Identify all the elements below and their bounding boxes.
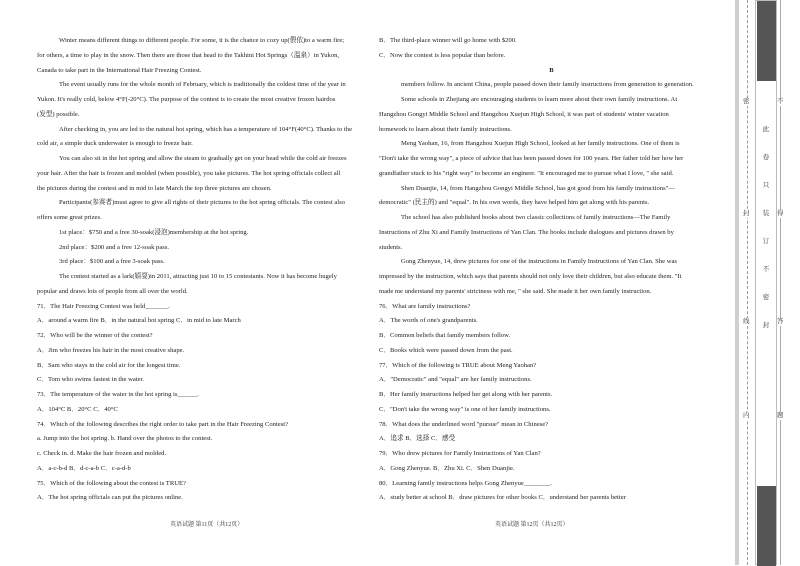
passage-line: offers some great prizes. [37, 214, 102, 221]
seal-line [747, 0, 748, 565]
passage-line: (发型) possible. [37, 110, 80, 118]
margin-char: 密 [762, 294, 770, 301]
question-option: C．Now the contest is less popular than before. [379, 51, 506, 59]
question-option: A．The words of one's grandparents. [379, 317, 478, 325]
seal-mark: 得 [777, 210, 784, 217]
prize-line: 2nd place：$200 and a free 12-soak pass. [59, 243, 170, 251]
section-heading: B [549, 66, 554, 74]
question-step: c. Check in. d. Make the hair frozen and molded. [37, 450, 167, 457]
margin-char: 只 [762, 182, 770, 189]
question-77: 77．Which of the following is TRUE about Meng Yaohan? [379, 361, 537, 369]
passage-line: democratic" (民主的) and "equal". In his own words, they have helped him get along with his parents. [379, 199, 650, 207]
question-79: 79．Who drew pictures for Family Instructions of Yan Clan? [379, 450, 541, 457]
margin-char: 装 [762, 210, 770, 217]
passage-line: Participants(参赛者)must agree to give all rights of their pictures to the hot spring officials. The contest also [59, 199, 345, 207]
question-option: A．The hot spring officials can put the pictures online. [37, 494, 183, 502]
question-options: A．a-c-b-d B．d-c-a-b C．c-a-d-b [37, 464, 131, 472]
margin-char: 不 [762, 266, 770, 273]
question-option: B．Her family instructions helped her get along with her parents. [379, 391, 553, 398]
question-option: B．Sam who stays in the cold air for the longest time. [37, 361, 181, 369]
passage-line: The event usually runs for the whole month of February, which is traditionally the coldest time of the year in [59, 81, 346, 89]
seal-mark: 不 [777, 98, 784, 105]
question-option: A．"Democratic" and "equal" are her family instructions. [379, 376, 532, 384]
question-75: 75．Which of the following about the contest is TRUE? [37, 479, 186, 487]
question-76: 76．What are family instructions? [379, 302, 471, 310]
question-option: B．Common beliefs that family members follow. [379, 332, 511, 339]
binding-margin [735, 0, 800, 565]
passage-line: The contest started as a lark(嬉耍)in 2011, attracting just 10 to 15 contestants. Now it has become hugely [59, 273, 337, 280]
question-72: 72．Who will be the winner of the contest? [37, 332, 153, 339]
passage-line: cold air, a simple duck underwater is enough to freeze hair. [37, 140, 193, 148]
question-71: 71．The Hair Freezing Contest was held_______. [37, 302, 170, 310]
passage-line: impressed by the instruction, which says that parents should not only love their children, but also educate them. "It [379, 273, 682, 280]
margin-dark-bar [757, 486, 776, 566]
passage-line: "Don't take the wrong way", a piece of advice that has been passed down for 100 years. Her father told her how her [379, 155, 684, 162]
margin-char: 封 [762, 322, 770, 329]
margin-char: 卷 [762, 154, 770, 161]
question-options: A．104°C B．20°C C．40°C [37, 405, 118, 413]
passage-line: Hangzhou Gongyi Middle School and Hangzhou Xuejun High School, it was part of students' winter vacation [379, 110, 669, 118]
passage-line: Meng Yaohan, 16, from Hangzhou Xuejun High School, looked at her family instructions. One of them is [401, 140, 680, 148]
question-option: C．Books which were passed down from the past. [379, 346, 513, 354]
passage-line: Some schools in Zhejiang are encouraging students to learn more about their own family instructions. At [401, 96, 678, 103]
passage-line: Instructions of Zhu Xi and Family Instructions of Yan Clan. The books include dialogues and pictures drawn by [379, 228, 674, 236]
seal-mark: 封 [743, 210, 750, 217]
seal-mark: 题 [777, 412, 784, 419]
passage-line: Gong Zhenyue, 14, drew pictures for one of the instructions in Family Instructions of Yan Clan. She was [401, 258, 677, 266]
question-option: A．Jim who freezes his hair in the most creative shape. [37, 346, 185, 354]
question-80: 80．Learning family instructions helps Gong Zhenyue________. [379, 479, 552, 487]
passage-line: Winter means different things to different people. For some, it is the chance to cozy up(偎依)to a warm fire; [59, 37, 345, 44]
passage-line: students. [379, 243, 403, 251]
question-options: A．Gong Zhenyue. B．Zhu Xi. C．Shen Duanjie. [379, 464, 515, 472]
left-column [37, 34, 377, 506]
question-74: 74．Which of the following describes the right order to take part in the Hair Freezing Contest? [37, 420, 289, 428]
margin-right-line [780, 0, 791, 565]
question-options: A．追求 B．选择 C．感受 [379, 435, 456, 443]
right-column [379, 34, 724, 506]
question-option: B．The third-place winner will go home with $200. [379, 37, 517, 44]
passage-line: Shen Duanjie, 14, from Hangzhou Gongyi Middle School, has got good from his family instructions"— [401, 184, 675, 192]
seal-mark: 密 [743, 98, 750, 105]
passage-line: members follow. In ancient China, people passed down their family instructions from generation to generation. [401, 81, 694, 89]
passage-line: for others, a time to play in the snow. Then there are those that head to the Takhini Hot Springs（温泉）in Yukon, [37, 51, 340, 59]
passage-line: popular and draws lots of people from all over the world. [37, 287, 188, 295]
seal-mark: 线 [743, 318, 750, 325]
passage-line: The school has also published books about two classic collections of family instructions—The Family [401, 214, 671, 221]
passage-line: You can also sit in the hot spring and allow the steam to gradually get on your head while the cold air freezes [59, 155, 347, 162]
passage-line: Yukon. It's really cold, below 4°F(-20°C). The purpose of the contest is to create the most creative frozen hairdos [37, 96, 336, 103]
question-option: C．"Don't take the wrong way" is one of her family instructions. [379, 405, 551, 413]
margin-vertical-text [760, 116, 772, 340]
passage-line: Canada to take part in the International Hair Freezing Contest. [37, 66, 202, 74]
seal-mark: 答 [777, 318, 784, 325]
passage-line: the pictures during the contest and in mid to late March the top three pictures are chosen. [37, 184, 272, 192]
question-options: A．study better at school B．draw pictures for other books C．understand her parents better [379, 494, 626, 502]
page-footer-left: 英语试题 第11页（共12页） [170, 522, 244, 528]
margin-dark-bar [757, 1, 776, 81]
passage-line: grandfather stuck to his "right way" to become an engineer. "It encouraged me to pursue what I love, " she said. [379, 169, 674, 177]
prize-line: 3rd place：$100 and a free 3-soak pass. [59, 258, 165, 266]
margin-char: 订 [762, 238, 770, 245]
question-78: 78．What does the underlined word "pursue" mean in Chinese? [379, 420, 549, 428]
question-option: C．Tom who swims fastest in the water. [37, 376, 145, 384]
question-73: 73．The temperature of the water in the hot spring is______. [37, 391, 199, 398]
seal-mark: 内 [743, 412, 750, 419]
passage-line: your hair. After the hair is frozen and molded (when possible), you take pictures. The hot spring officials collect all [37, 169, 341, 177]
passage-line: After checking in, you are led to the natural hot spring, which has a temperature of 104°F(40°C). Thanks to the [59, 125, 352, 133]
margin-box [755, 0, 777, 565]
margin-edge [735, 0, 739, 565]
page-footer-right: 英语试题 第12页（共12页） [495, 522, 569, 528]
margin-char: 此 [762, 126, 770, 133]
prize-line: 1st place：$750 and a free 30-soak(浸泡)membership at the hot spring. [59, 228, 249, 236]
passage-line: homework to learn about their family instructions. [379, 125, 512, 133]
passage-line: made me understand my parents' strictness with me, " she said. She made it her own family instruction. [379, 287, 652, 295]
question-options: A．around a warm fire B．in the natural hot spring C．in mid to late March [37, 317, 241, 325]
question-step: a. Jump into the hot spring. b. Hand over the photos to the contest. [37, 435, 213, 443]
